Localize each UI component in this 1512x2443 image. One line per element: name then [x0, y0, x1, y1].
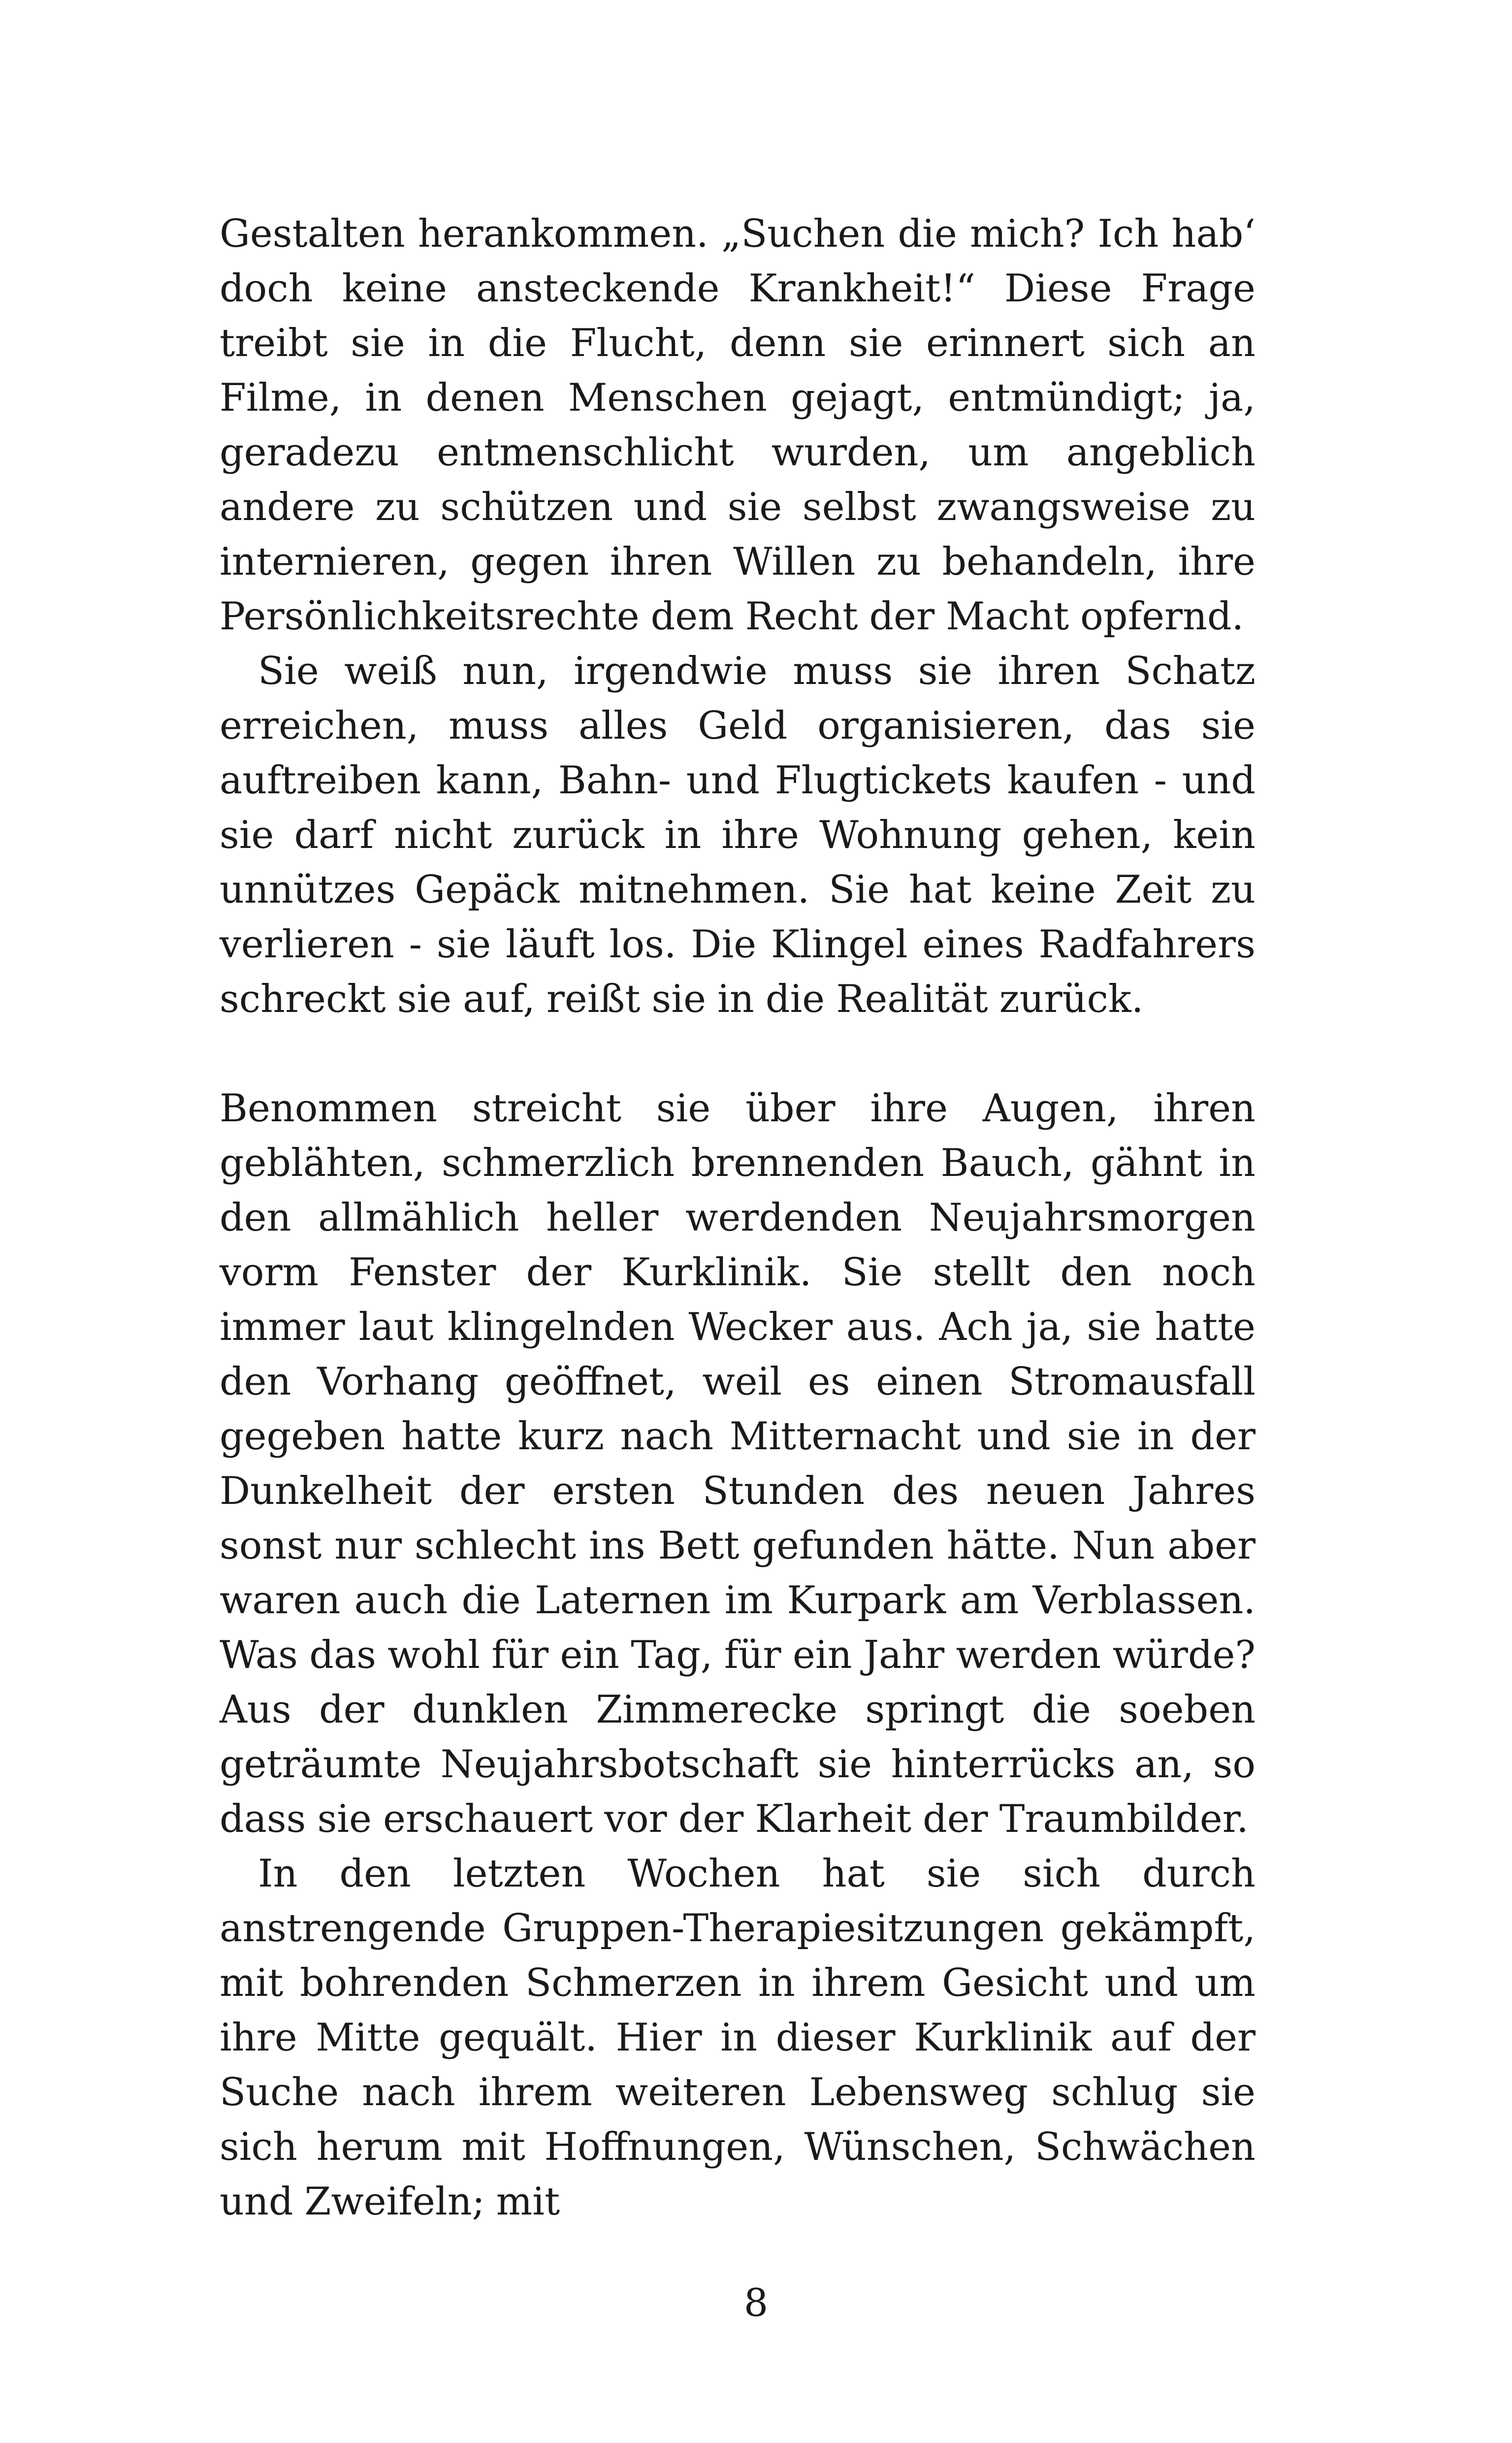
paragraph-4: In den letzten Wochen hat sie sich durch anstrengende Gruppen-Therapiesitzungen gekämpft, mit bohrenden Schmerzen in ihrem Gesicht und um ihre Mitte gequält. Hier in dieser Kurklinik auf der Suche nach ihrem weiteren Lebensweg schlug sie sich herum mit Hoffnungen, Wünschen, Schwächen und Zweifeln; mit	[220, 1852, 1255, 2224]
paragraph-3: Benommen streicht sie über ihre Augen, ihren geblähten, schmerzlich brennenden Bauch, gähnt in den allmählich heller werdenden Neujahrsmorgen vorm Fenster der Kurklinik. Sie stellt den noch immer laut klingelnden Wecker aus. Ach ja, sie hatte den Vorhang geöffnet, weil es einen Stromausfall gegeben hatte kurz nach Mitternacht und sie in der Dunkelheit der ersten Stunden des neuen Jahres sonst nur schlecht ins Bett gefunden hätte. Nun aber waren auch die Laternen im Kurpark am Verblassen. Was das wohl für ein Tag, für ein Jahr werden würde? Aus der dunklen Zimmerecke springt die soeben geträumte Neujahrsbotschaft sie hinterrücks an, so dass sie erschauert vor der Klarheit der Traumbilder.	[220, 1086, 1255, 1841]
paragraph-1: Gestalten herankommen. „Suchen die mich? Ich hab‘ doch keine ansteckende Krankheit!“ Diese Frage treibt sie in die Flucht, denn sie erinnert sich an Filme, in denen Menschen gejagt, entmündigt; ja, geradezu entmenschlicht wurden, um angeblich andere zu schützen und sie selbst zwangsweise zu internieren, gegen ihren Willen zu behandeln, ihre Persönlichkeitsrechte dem Recht der Macht opfernd.	[220, 212, 1255, 639]
page-number: 8	[743, 2281, 769, 2325]
body-text	[220, 207, 1255, 2229]
section-break	[220, 1027, 1255, 1081]
paragraph-2: Sie weiß nun, irgendwie muss sie ihren Schatz erreichen, muss alles Geld organisieren, das sie auftreiben kann, Bahn- und Flugtickets kaufen - und sie darf nicht zurück in ihre Wohnung gehen, kein unnützes Gepäck mitnehmen. Sie hat keine Zeit zu verlieren - sie läuft los. Die Klingel eines Radfahrers schreckt sie auf, reißt sie in die Realität zurück.	[220, 649, 1255, 1021]
